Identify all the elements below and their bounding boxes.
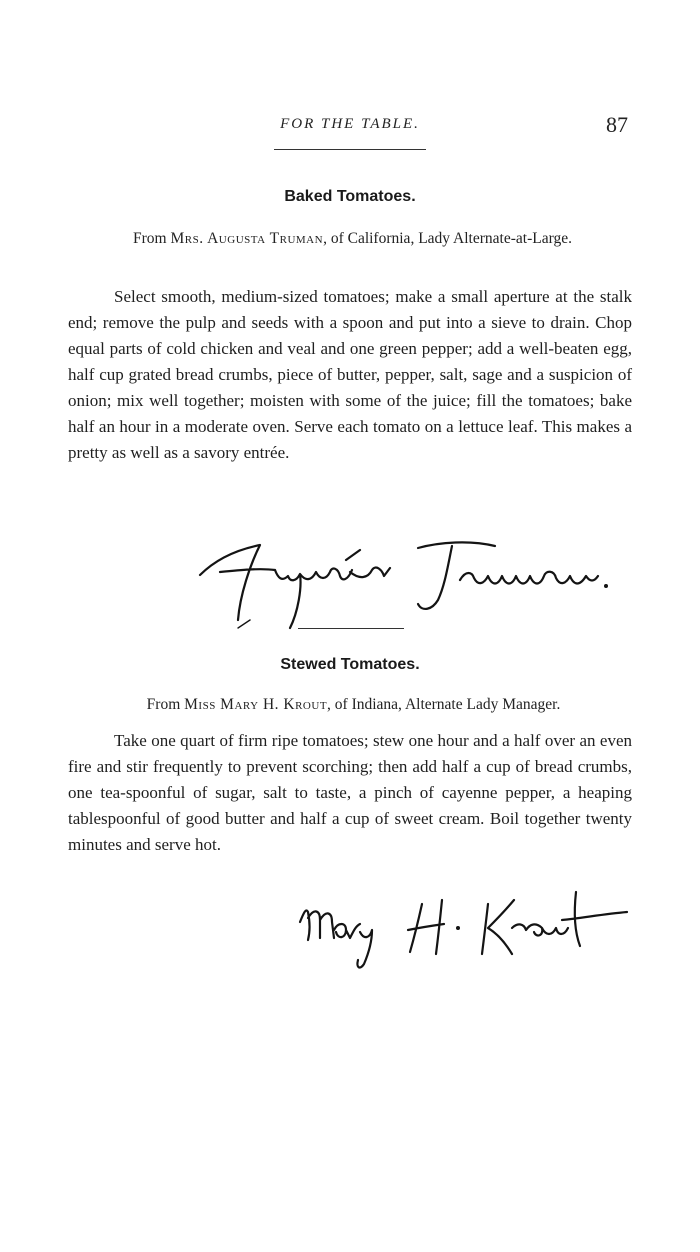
source-suffix: , of Indiana, Alternate Lady Manager. (327, 696, 561, 713)
source-prefix: From (146, 696, 181, 713)
signature-mary-h-krout (292, 882, 637, 974)
recipe-body: Select smooth, medium-sized tomatoes; make a small aperture at the stalk end; remove the pulp and seeds with a spoon and put into a sieve to drain. Chop equal parts of cold chicken and veal and one green pepper; add a well-beaten egg, half cup grated bread crumbs, piece of butter, pepper, salt, sage and a suspicion of onion; mix well together; moisten with some of the juice; fill the tomatoes; bake half an hour in a moderate oven. Serve each tomato on a lettuce leaf. This makes a pretty as well as a savory entrée. (68, 287, 632, 462)
header-rule (274, 149, 426, 150)
running-head: FOR THE TABLE. (280, 116, 420, 132)
recipe-body: Take one quart of firm ripe tomatoes; stew one hour and a half over an even fire and stir frequently to prevent scorching; then add half a cup of bread crumbs, one tea-spoonful of sugar, salt to taste, a pinch of cayenne pepper, a heaping tablespoonful of good butter and half a cup of sweet cream. Boil together twenty minutes and serve hot. (68, 731, 632, 854)
recipe-source (66, 694, 641, 716)
section-divider (298, 628, 404, 629)
source-suffix: , of California, Lady Alternate-at-Large. (323, 230, 572, 247)
signature-augusta-truman (190, 520, 630, 630)
handwritten-signature (190, 520, 630, 630)
source-name: Mrs. Augusta Truman (170, 230, 324, 247)
source-name: Miss Mary H. Krout (184, 696, 328, 713)
source-prefix: From (133, 230, 167, 247)
recipe-title: Stewed Tomatoes. (280, 656, 420, 673)
recipe-title: Baked Tomatoes. (284, 188, 416, 205)
page-number: 87 (606, 112, 628, 137)
recipe-source (80, 228, 625, 250)
handwritten-signature (292, 882, 637, 974)
